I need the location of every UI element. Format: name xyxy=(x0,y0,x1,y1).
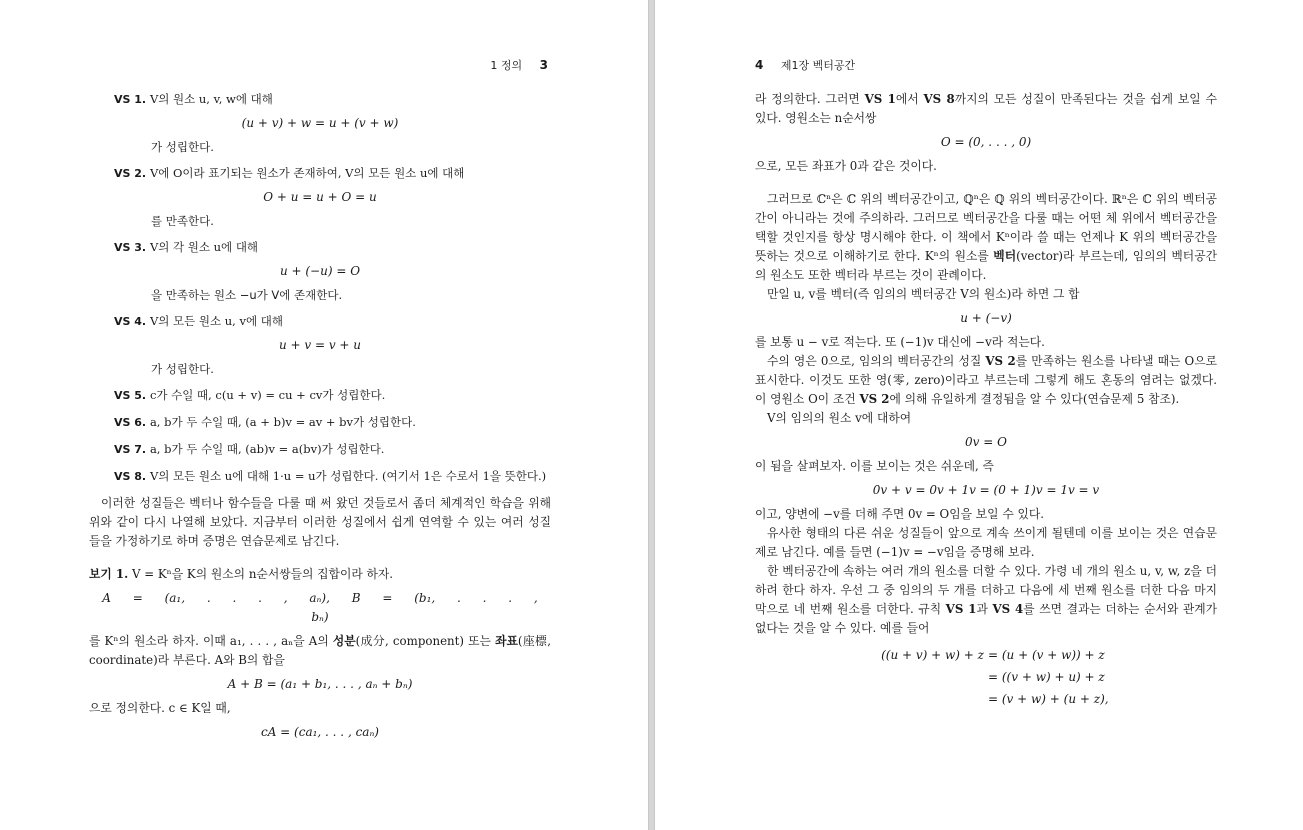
axiom-text: V의 원소 u, v, w에 대해 xyxy=(149,92,273,106)
axiom-text: V의 모든 원소 u, v에 대해 xyxy=(149,314,283,328)
equation-0v: 0v = O xyxy=(965,435,1007,449)
left-page-header xyxy=(490,57,548,73)
axiom-label: VS 6. xyxy=(114,416,147,429)
axiom-label: VS 1. xyxy=(114,93,147,106)
equation-lhs: ((u + v) + w) + z xyxy=(881,647,984,662)
equation-difference: u + (−v) xyxy=(960,311,1012,325)
equation-b: B = (b₁, . . . , bₙ) xyxy=(311,591,538,624)
paragraph-10: 유사한 형태의 다른 쉬운 성질들이 앞으로 계속 쓰이게 될텐데 이를 보이는 것은 연습문제로 남긴다. 예를 들면 (−1)v = −v임을 증명해 보라. xyxy=(755,526,1217,559)
equation-a: A = (a₁, . . . , aₙ), xyxy=(102,591,330,605)
example-line-2 xyxy=(89,632,551,670)
ref-vs2: VS 2 xyxy=(859,392,890,406)
axiom-continuation: 를 만족한다. xyxy=(151,214,214,228)
aligned-row xyxy=(755,688,1217,710)
term-coordinate: 좌표 xyxy=(495,634,518,648)
paragraph-11 xyxy=(755,562,1217,638)
text-run: 과 xyxy=(976,602,993,616)
intro-paragraph: 이러한 성질들은 벡터나 함수들을 다룰 때 써 왔던 것들로서 좀더 체계적인 학습을 위해 위와 같이 다시 나열해 보았다. 지금부터 이러한 성질에서 쉽게 연역할 수 있는 여러 성질들을 가정하기로 하며 증명은 연습문제로 남긴다. xyxy=(89,496,551,548)
aligned-equations xyxy=(755,644,1217,710)
right-page-content xyxy=(755,90,1217,710)
text-run: 에서 xyxy=(895,92,924,106)
right-page xyxy=(655,0,1303,830)
axiom-label: VS 7. xyxy=(114,443,147,456)
example-equation-3: cA = (ca₁, . . . , caₙ) xyxy=(260,725,379,739)
axiom-vs7 xyxy=(89,440,551,459)
right-page-header xyxy=(755,57,855,73)
example-text: V = Kⁿ을 K의 원소의 n순서쌍들의 집합이라 하자. xyxy=(131,567,394,581)
paragraph-5: 를 보통 u − v로 적는다. 또 (−1)v 대신에 −v라 적는다. xyxy=(755,335,1045,349)
example-line-1 xyxy=(89,565,551,584)
axiom-text: a, b가 두 수일 때, (a + b)v = av + bv가 성립한다. xyxy=(149,415,416,429)
page-gutter xyxy=(648,0,655,830)
ref-vs4: VS 4 xyxy=(992,602,1024,616)
paragraph-7: V의 임의의 원소 v에 대하여 xyxy=(767,411,912,425)
text-run: (座標, coordinate)라 부른다. A와 B의 합을 xyxy=(89,634,551,667)
page-number: 4 xyxy=(755,58,764,72)
axiom-vs3 xyxy=(89,238,551,305)
axiom-label: VS 2. xyxy=(114,167,147,180)
paragraph-2: 으로, 모든 좌표가 0과 같은 것이다. xyxy=(755,159,937,173)
axiom-text: V의 모든 원소 u에 대해 1·u = u가 성립한다. (여기서 1은 수로서 1을 뜻한다.) xyxy=(149,469,547,483)
text-run: 에 의해 유일하게 결정됨을 알 수 있다(연습문제 5 참조). xyxy=(889,392,1180,406)
example-equation-2: A + B = (a₁ + b₁, . . . , aₙ + bₙ) xyxy=(227,677,413,691)
aligned-row xyxy=(755,666,1217,688)
axiom-text: V에 O이라 표기되는 원소가 존재하여, V의 모든 원소 u에 대해 xyxy=(149,166,465,180)
text-run: 수의 영은 0으로, 임의의 벡터공간의 성질 xyxy=(767,354,986,368)
term-vector: 벡터 xyxy=(993,249,1017,263)
equation-zero-vector: O = (0, . . . , 0) xyxy=(940,135,1032,149)
term-component: 성분 xyxy=(332,634,356,648)
axiom-text: V의 각 원소 u에 대해 xyxy=(149,240,259,254)
axiom-continuation: 가 성립한다. xyxy=(151,362,214,376)
equation-chain: 0v + v = 0v + 1v = (0 + 1)v = 1v = v xyxy=(872,483,1100,497)
paragraph-1 xyxy=(755,90,1217,128)
text-run: 그러므로 ℂⁿ은 ℂ 위의 벡터공간이고, ℚⁿ은 ℚ 위의 벡터공간이다. ℝⁿ은 ℂ 위의 벡터공간이 아니라는 것에 주의하라. 그러므로 벡터공간을 다룰 때는 어떤 체 위에서 벡터공간을 택할 것인지를 항상 명시해야 한다. 이 책에서 Kⁿ이라 쓸 때는 언제나 K 위의 벡터공간을 뜻하는 것으로 이해하기로 한다. Kⁿ의 원소를 xyxy=(755,192,1217,263)
axiom-vs5 xyxy=(89,386,551,405)
axiom-equation: (u + v) + w = u + (v + w) xyxy=(241,116,399,130)
section-title: 1 정의 xyxy=(490,59,523,72)
paragraph-3 xyxy=(755,190,1217,285)
aligned-row xyxy=(755,644,1217,666)
axiom-label: VS 8. xyxy=(114,470,147,483)
axiom-vs4 xyxy=(89,312,551,379)
axiom-vs1 xyxy=(89,90,551,157)
paragraph-6 xyxy=(755,352,1217,409)
paragraph-8: 이 됨을 살펴보자. 이를 보이는 것은 쉬운데, 즉 xyxy=(755,459,994,473)
ref-vs1: VS 1 xyxy=(945,602,977,616)
text-run: (成分, component) 또는 xyxy=(355,634,496,648)
axiom-label: VS 4. xyxy=(114,315,147,328)
page-number: 3 xyxy=(539,58,548,72)
equation-rhs: = (u + (v + w)) + z xyxy=(988,647,1105,662)
paragraph-4: 만일 u, v를 벡터(즉 임의의 벡터공간 V의 원소)라 하면 그 합 xyxy=(767,287,1080,301)
axiom-vs6 xyxy=(89,413,551,432)
axiom-equation: u + v = v + u xyxy=(278,338,362,352)
axiom-vs8 xyxy=(89,467,551,486)
left-page-content xyxy=(89,90,551,747)
ref-vs2: VS 2 xyxy=(985,354,1016,368)
axiom-label: VS 3. xyxy=(114,241,147,254)
axiom-text: c가 수일 때, c(u + v) = cu + cv가 성립한다. xyxy=(149,388,386,402)
axiom-equation: u + (−u) = O xyxy=(279,264,361,278)
axiom-text: a, b가 두 수일 때, (ab)v = a(bv)가 성립한다. xyxy=(149,442,385,456)
text-run: 를 만족하는 원소를 나타낼 때는 O으로 표시한다. 이것도 또한 영(零, zero)이라고 부르는데 그렇게 해도 혼동의 염려는 없겠다. 이 영원소 O이 조건 xyxy=(755,354,1218,406)
equation-rhs: = (v + w) + (u + z), xyxy=(988,691,1109,706)
axiom-continuation: 을 만족하는 원소 −u가 V에 존재한다. xyxy=(151,288,343,302)
chapter-title: 제1장 벡터공간 xyxy=(780,59,856,72)
text-run: 를 Kⁿ의 원소라 하자. 이때 a₁, . . . , aₙ을 A의 xyxy=(89,634,333,648)
ref-vs1: VS 1 xyxy=(864,92,896,106)
axiom-equation: O + u = u + O = u xyxy=(263,190,377,204)
equation-rhs: = ((v + w) + u) + z xyxy=(988,669,1105,684)
example-equation-1 xyxy=(89,589,551,627)
text-run: 한 벡터공간에 속하는 여러 개의 원소를 더할 수 있다. 가령 네 개의 원소 u, v, w, z을 더하려 한다 하자. 우선 그 중 임의의 두 개를 더하고 다음에 세 번째 원소를 더한 다음 마지막으로 네 번째 원소를 더한다. 규칙 xyxy=(755,564,1217,616)
text-run: 라 정의한다. 그러면 xyxy=(755,92,865,106)
example-line-3: 으로 정의한다. c ∈ K일 때, xyxy=(89,701,231,715)
text-run: 를 쓰면 결과는 더하는 순서와 관계가 없다는 것을 알 수 있다. 예를 들어 xyxy=(755,602,1218,635)
axiom-continuation: 가 성립한다. xyxy=(151,140,214,154)
axiom-label: VS 5. xyxy=(114,389,147,402)
ref-vs8: VS 8 xyxy=(923,92,955,106)
text-run: (vector)라 부르는데, 임의의 벡터공간의 원소도 또한 벡터라 부르는 것이 관례이다. xyxy=(755,249,1217,282)
left-page xyxy=(0,0,648,830)
example-label: 보기 1. xyxy=(89,567,129,581)
text-run: 까지의 모든 성질이 만족된다는 것을 쉽게 보일 수 있다. 영원소는 n순서쌍 xyxy=(755,92,1217,125)
paragraph-9: 이고, 양변에 −v를 더해 주면 0v = O임을 보일 수 있다. xyxy=(755,507,1045,521)
axiom-vs2 xyxy=(89,164,551,231)
